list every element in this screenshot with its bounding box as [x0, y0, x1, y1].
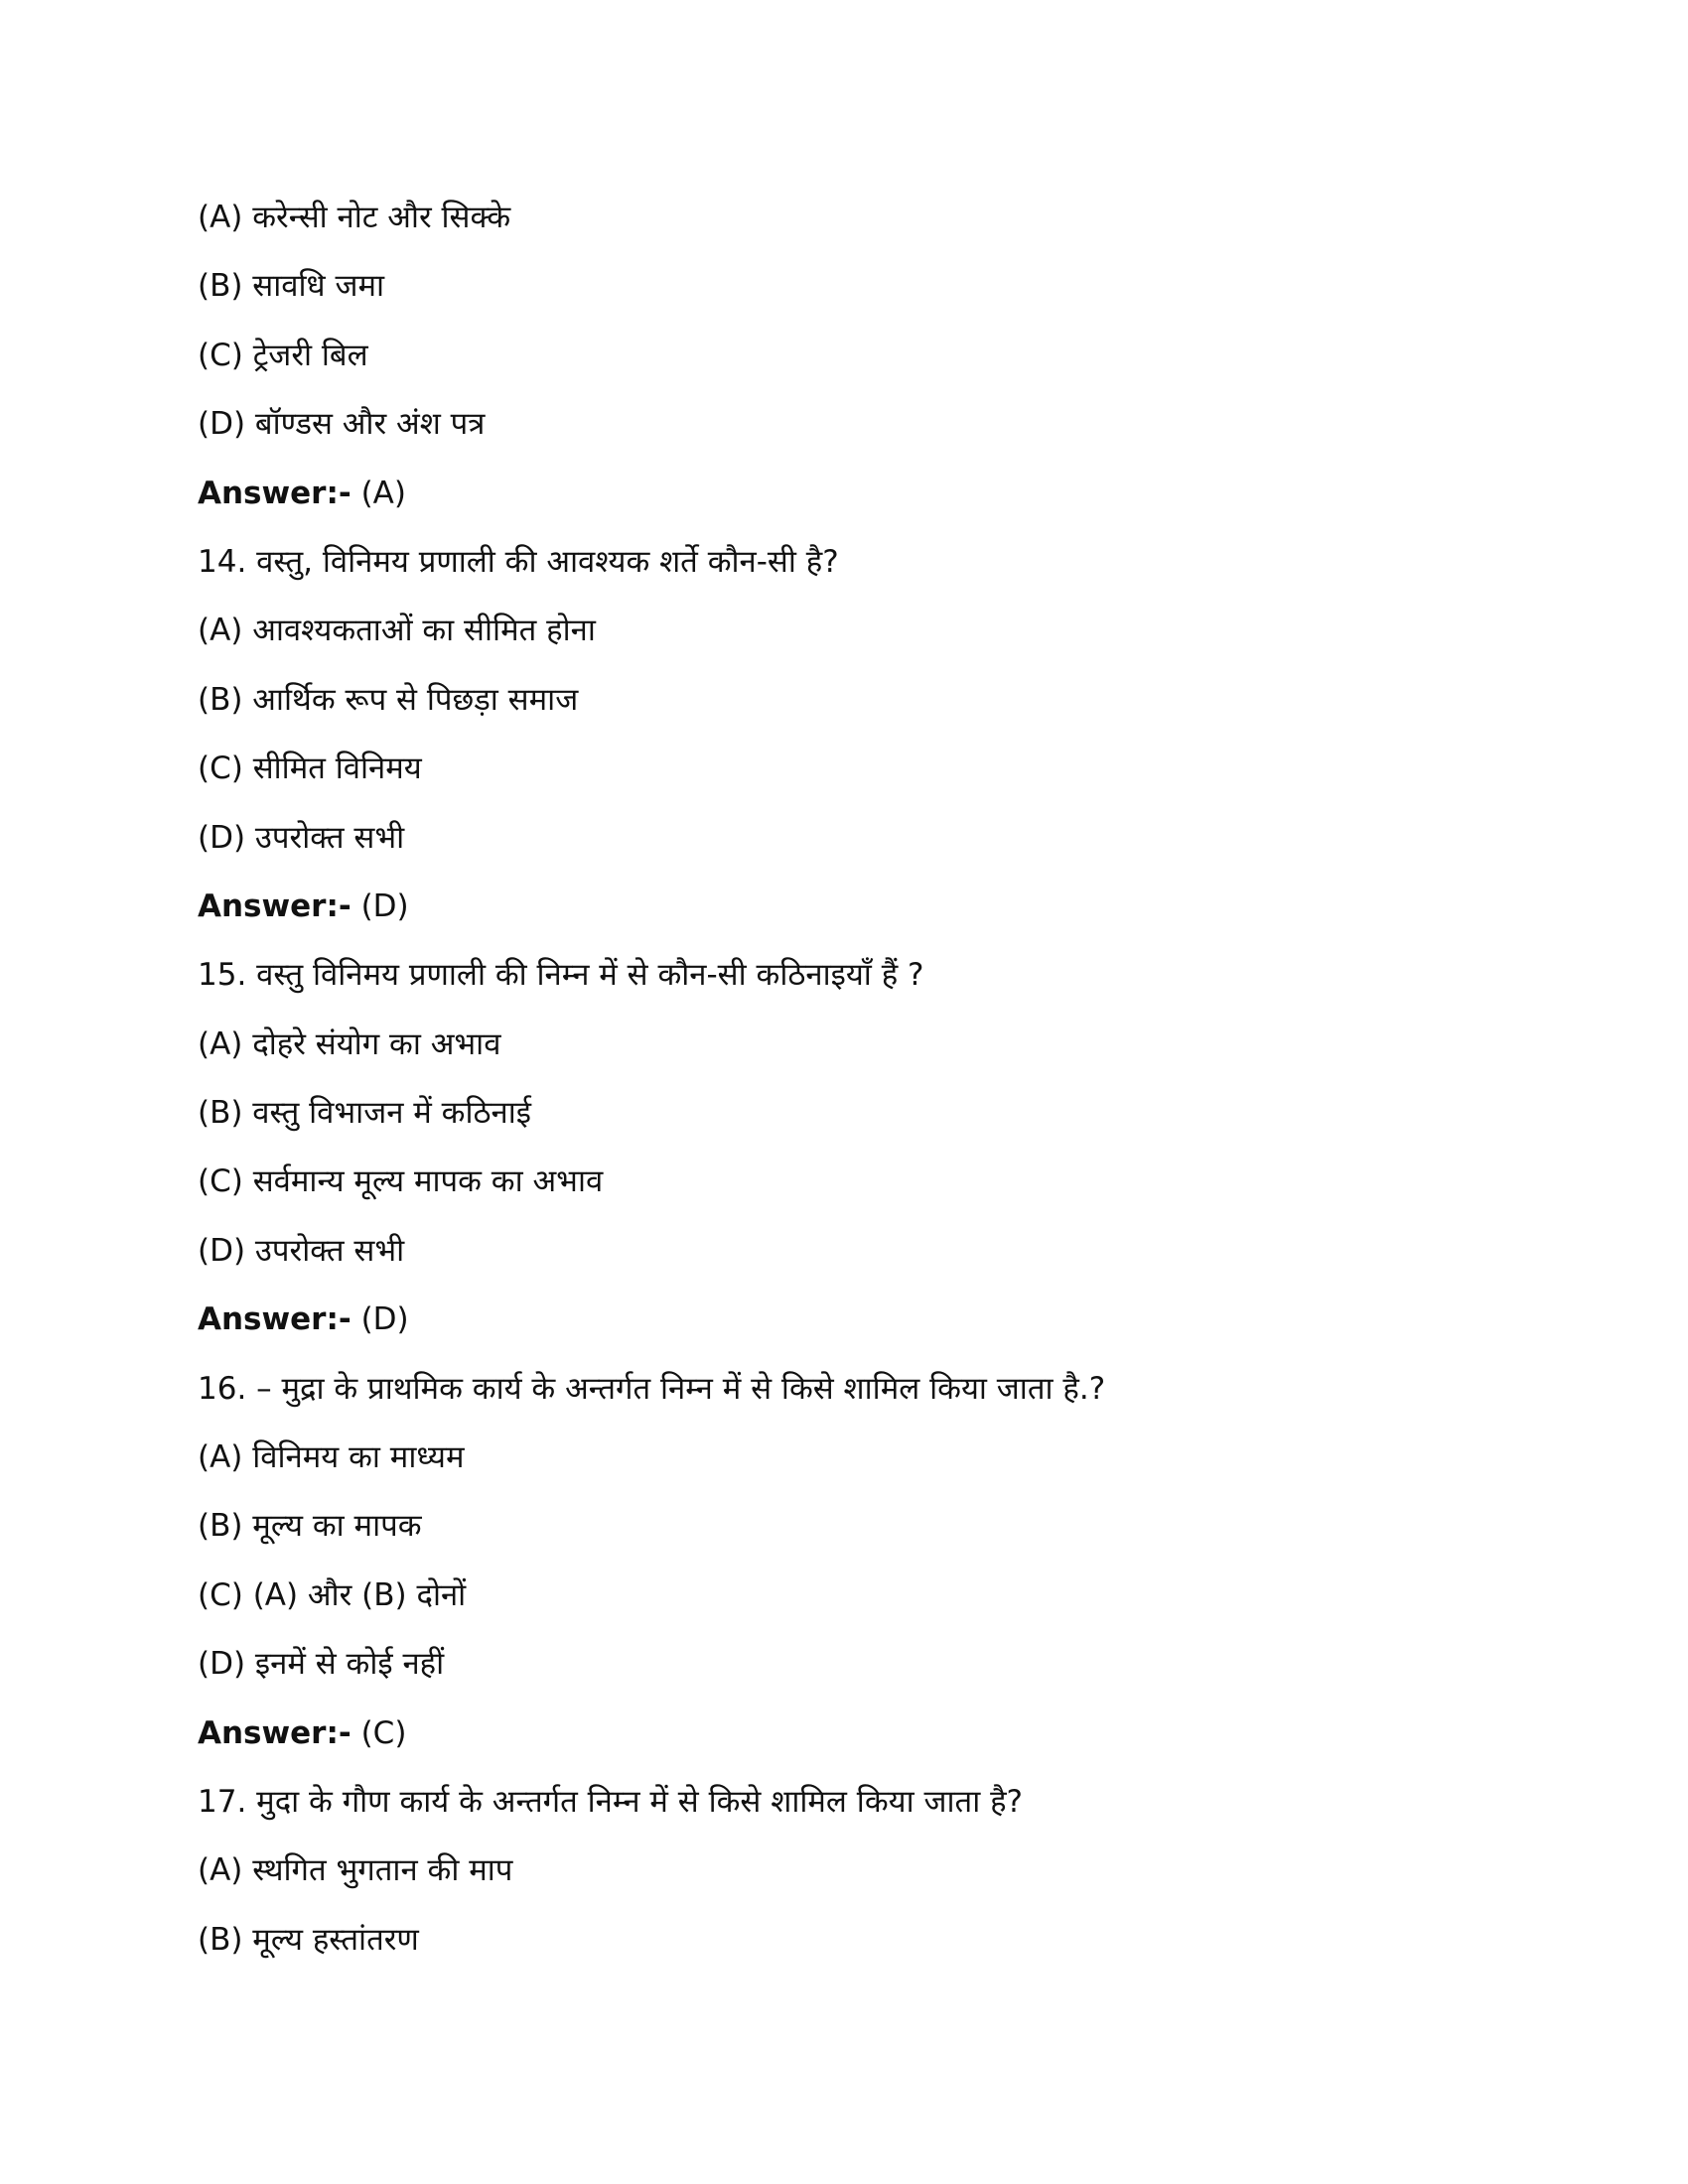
question-16: 16. – मुद्रा के प्राथमिक कार्य के अन्तर्गत निम्न में से किसे शामिल किया जाता है.?	[198, 1370, 1106, 1407]
answer-line	[198, 873, 1589, 941]
option-a: (A) करेन्सी नोट और सिक्के	[198, 200, 511, 235]
option-c: (C) ट्रेजरी बिल	[198, 337, 368, 373]
answer-line	[198, 1700, 1589, 1768]
option-a: (A) स्थगित भुगतान की माप	[198, 1852, 513, 1889]
option-d: (D) बॉण्डस और अंश पत्र	[198, 406, 486, 443]
option-c: (C) (A) और (B) दोनों	[198, 1576, 467, 1613]
question-15: 15. वस्तु विनिमय प्रणाली की निम्न में से कौन-सी कठिनाइयाँ हैं ?	[198, 957, 924, 994]
question-17: 17. मुदा के गौण कार्य के अन्तर्गत निम्न में से किसे शामिल किया जाता है?	[198, 1783, 1023, 1820]
answer-label: Answer:-	[198, 887, 352, 924]
option-b: (B) आर्थिक रूप से पिछड़ा समाज	[198, 681, 579, 718]
answer-value: (C)	[351, 1714, 407, 1751]
option-d: (D) इनमें से कोई नहीं	[198, 1646, 445, 1683]
option-a: (A) विनिमय का माध्यम	[198, 1439, 465, 1476]
answer-value: (A)	[351, 475, 406, 511]
option-d: (D) उपरोक्त सभी	[198, 819, 405, 856]
answer-line	[198, 1286, 1589, 1354]
option-a: (A) दोहरे संयोग का अभाव	[198, 1025, 501, 1062]
answer-label: Answer:-	[198, 475, 352, 511]
answer-value: (D)	[351, 887, 409, 924]
option-c: (C) सर्वमान्य मूल्य मापक का अभाव	[198, 1163, 604, 1200]
option-c: (C) सीमित विनिमय	[198, 751, 422, 787]
question-14: 14. वस्तु, विनिमय प्रणाली की आवश्यक शर्ते कौन-सी है?	[198, 543, 839, 580]
option-b: (B) मूल्य हस्तांतरण	[198, 1921, 419, 1958]
answer-label: Answer:-	[198, 1714, 352, 1751]
document-page	[198, 184, 1589, 1975]
option-a: (A) आवश्यकताओं का सीमित होना	[198, 613, 596, 649]
answer-line	[198, 460, 1589, 528]
answer-value: (D)	[351, 1301, 409, 1338]
option-d: (D) उपरोक्त सभी	[198, 1232, 405, 1269]
option-b: (B) मूल्य का मापक	[198, 1508, 422, 1545]
option-b: (B) सावधि जमा	[198, 268, 385, 305]
option-b: (B) वस्तु विभाजन में कठिनाई	[198, 1095, 531, 1132]
answer-label: Answer:-	[198, 1301, 352, 1338]
